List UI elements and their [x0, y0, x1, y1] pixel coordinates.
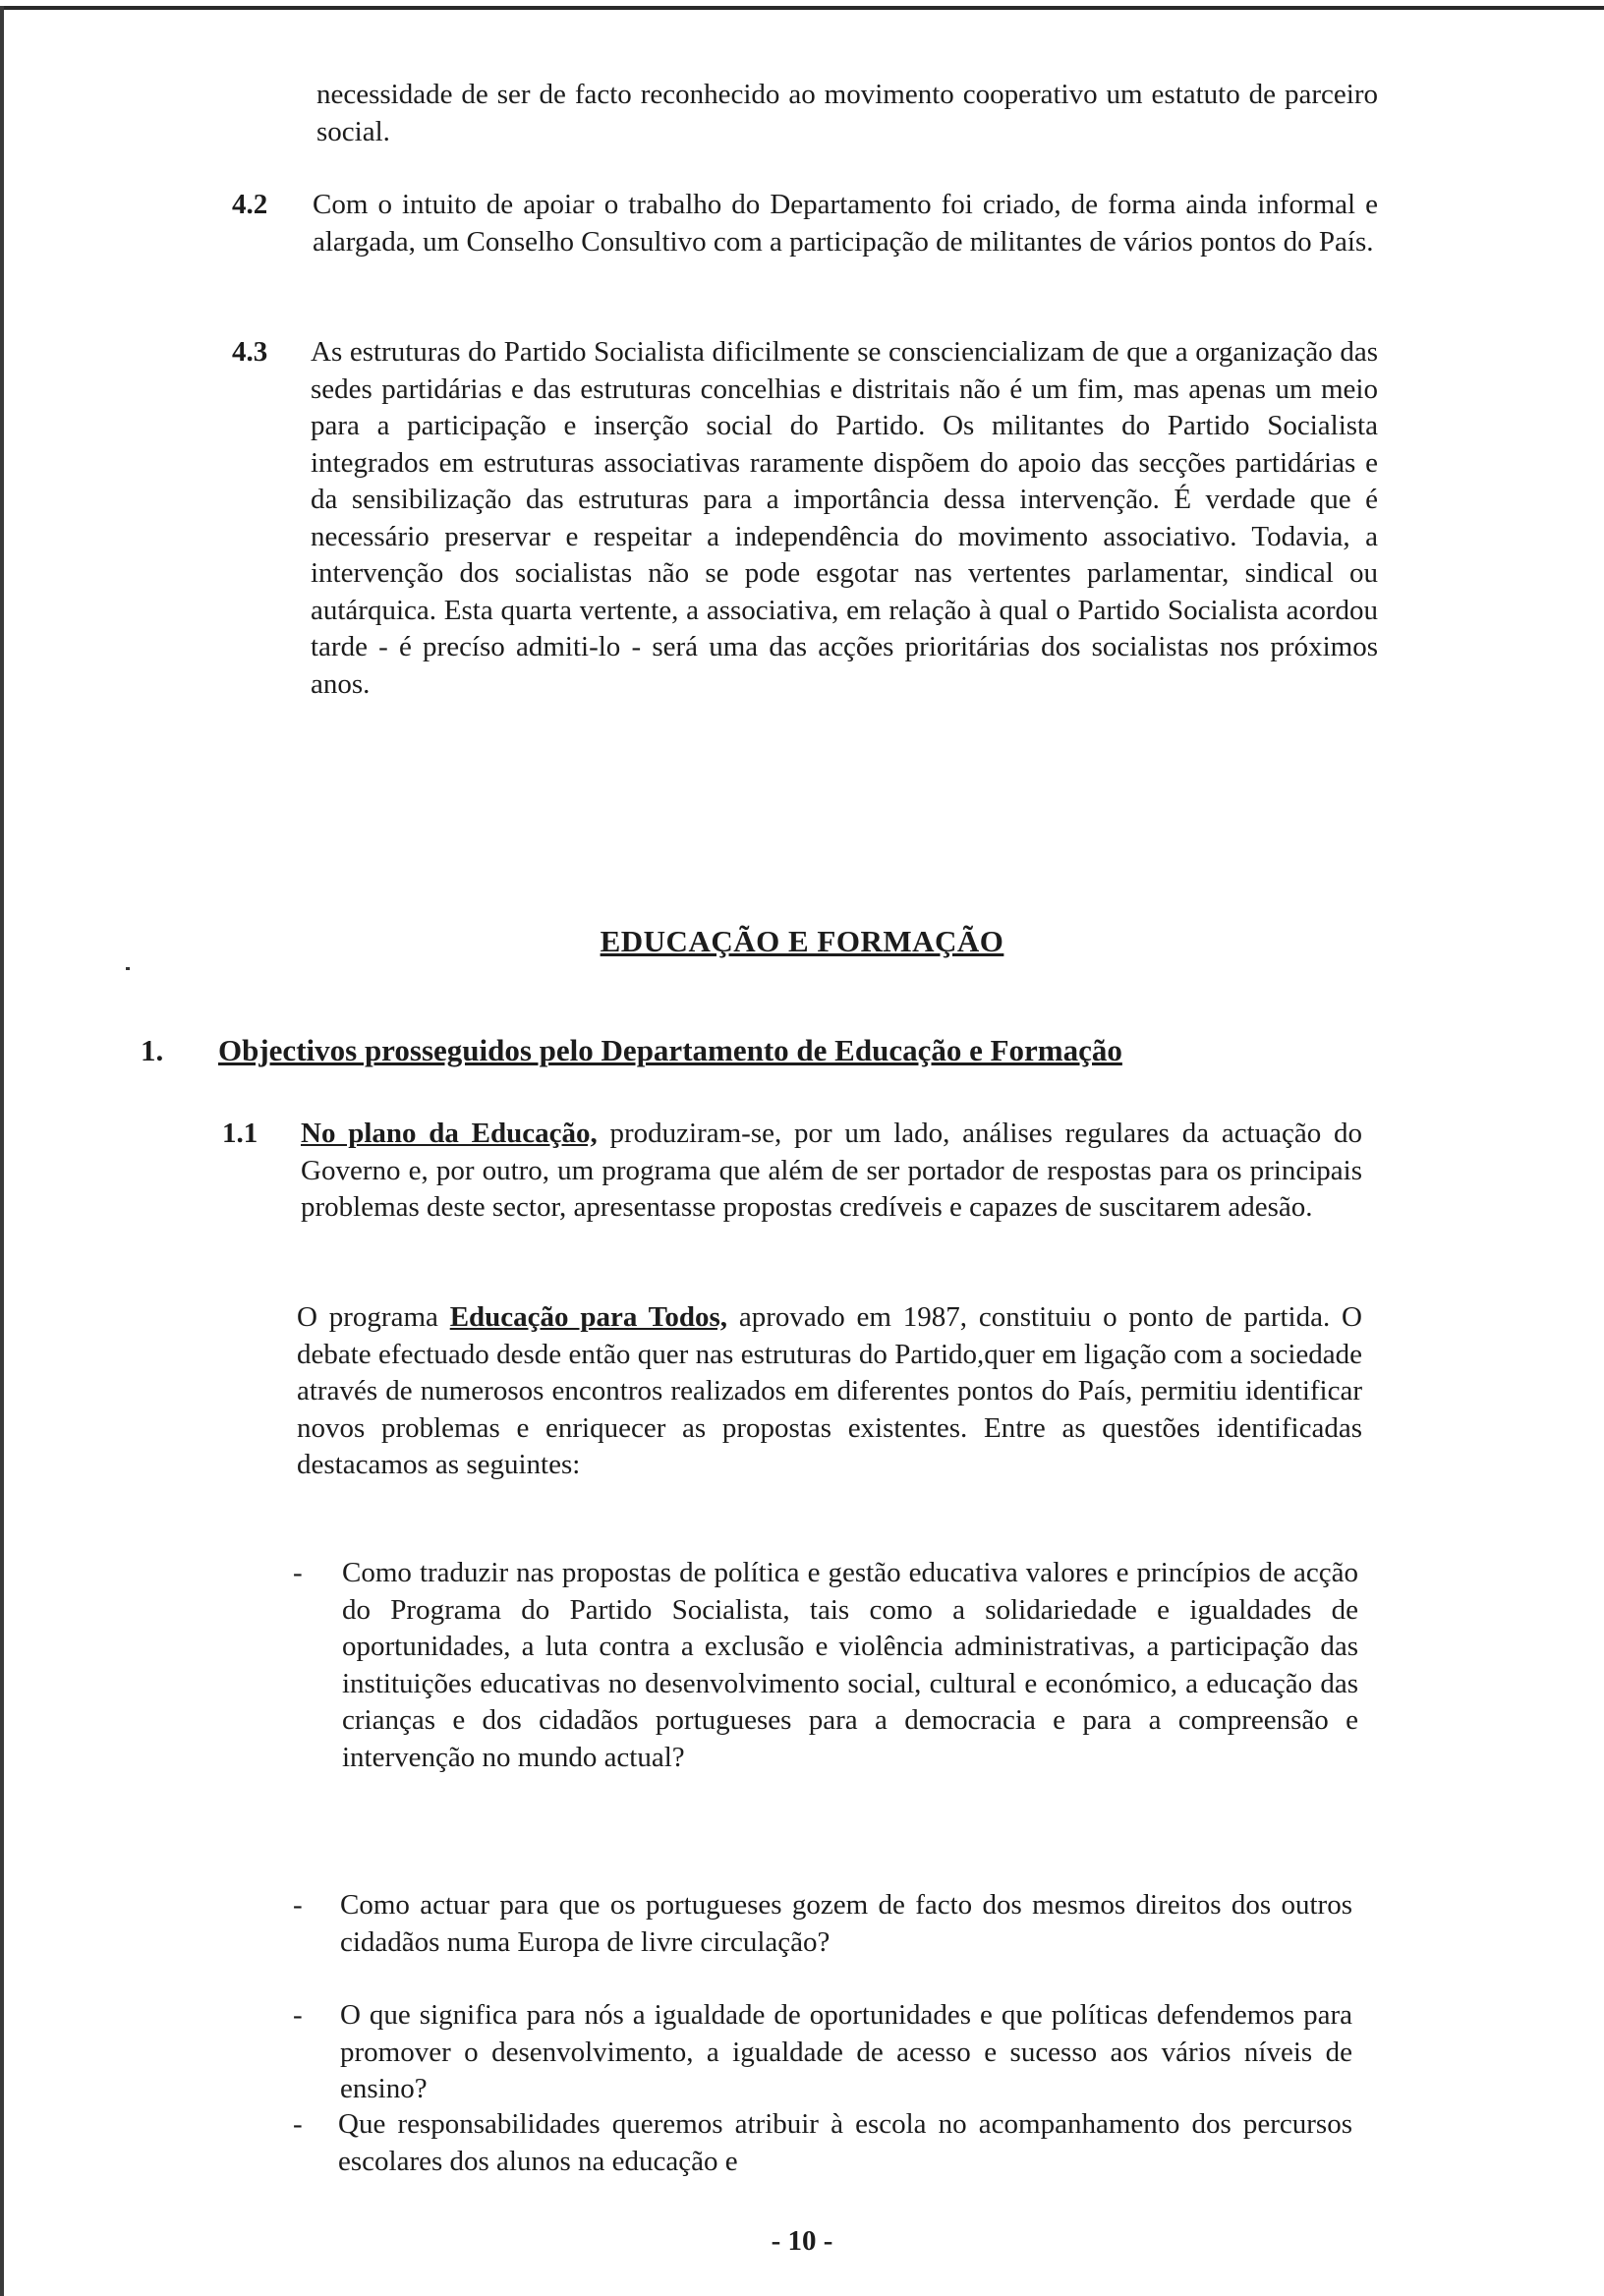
section-number: 1. [141, 1033, 164, 1067]
item-number-4-2: 4.2 [232, 189, 268, 220]
bullet-dash: - [293, 1999, 303, 2031]
bullet-item: Que responsabilidades queremos atribuir à escola no acompanhamento dos percursos escolares dos alunos na educação e [338, 2108, 1352, 2177]
bullet-item: O que significa para nós a igualdade de oportunidades e que políticas defendemos para promover o desenvolvimento, a igualdade de acesso e sucesso aos vários níveis de ensino? [340, 1999, 1352, 2104]
bullet-dash: - [293, 1889, 303, 1921]
page-number: - 10 - [771, 2225, 833, 2257]
section-title: Objectivos prosseguidos pelo Departamento de Educação e Formação [218, 1033, 1122, 1067]
subsection-text: produziram-se, por um lado, análises regulares da actuação do Governo e, por outro, um programa que além de ser portador de respostas para os principais problemas deste sector, apresentasse propostas credíveis e capazes de suscitarem adesão. [301, 1118, 1362, 1223]
subsection-lead: No plano da Educação, [301, 1118, 598, 1149]
scan-border-left [0, 6, 4, 2296]
bullet-dash: - [293, 1557, 303, 1588]
intro-paragraph: necessidade de ser de facto reconhecido ao movimento cooperativo um estatuto de parceiro social. [316, 79, 1378, 147]
item-paragraph-4-2: Com o intuito de apoiar o trabalho do Departamento foi criado, de forma ainda informal e alargada, um Conselho Consultivo com a participação de militantes de vários pontos do País. [313, 189, 1378, 258]
bullet-item: Como traduzir nas propostas de política e gestão educativa valores e princípios de acção do Programa do Partido Socialista, tais como a solidariedade e igualdades de oportunidades, a luta contra a exclusão e violência administrativas, a participação das instituições educativas no desenvolvimento social, cultural e económico, a educação das crianças e dos cidadãos portugueses para a democracia e para a compreensão e intervenção no mundo actual? [342, 1557, 1358, 1773]
item-number-4-3: 4.3 [232, 336, 268, 368]
scan-speck [126, 967, 130, 970]
programme-lead: Educação para Todos, [449, 1301, 728, 1333]
bullet-dash: - [293, 2108, 303, 2140]
subsection-number: 1.1 [222, 1118, 258, 1149]
item-paragraph-4-3: As estruturas do Partido Socialista dificilmente se consciencializam de que a organização das sedes partidárias e das estruturas concelhias e distritais não é um fim, mas apenas um meio para a participação e inserção social do Partido. Os militantes do Partido Socialista integrados em estruturas associativas raramente dispõem do apoio das secções partidárias e da sensibilização das estruturas para a importância dessa intervenção. É verdade que é necessário preservar e respeitar a independência do movimento associativo. Todavia, a intervenção dos socialistas não se pode esgotar nas vertentes parlamentar, sindical ou autárquica. Esta quarta vertente, a associativa, em relação à qual o Partido Socialista acordou tarde - é precíso admiti-lo - será uma das acções prioritárias dos socialistas nos próximos anos. [311, 336, 1378, 700]
bullet-item: Como actuar para que os portugueses gozem de facto dos mesmos direitos dos outros cidadãos numa Europa de livre circulação? [340, 1889, 1352, 1958]
programme-text: aprovado em 1987, constituiu o ponto de partida. O debate efectuado desde então quer nas estruturas do Partido,quer em ligação com a sociedade através de numerosos encontros realizados em diferentes pontos do País, permitiu identificar novos problemas e enriquecer as propostas existentes. Entre as questões identificadas destacamos as seguintes: [297, 1301, 1362, 1480]
scan-border-top [0, 6, 1604, 10]
section-heading: EDUCAÇÃO E FORMAÇÃO [600, 924, 1004, 958]
programme-pre: O programa [297, 1301, 450, 1333]
subsection-paragraph [301, 1116, 1362, 1227]
programme-paragraph [297, 1299, 1362, 1484]
